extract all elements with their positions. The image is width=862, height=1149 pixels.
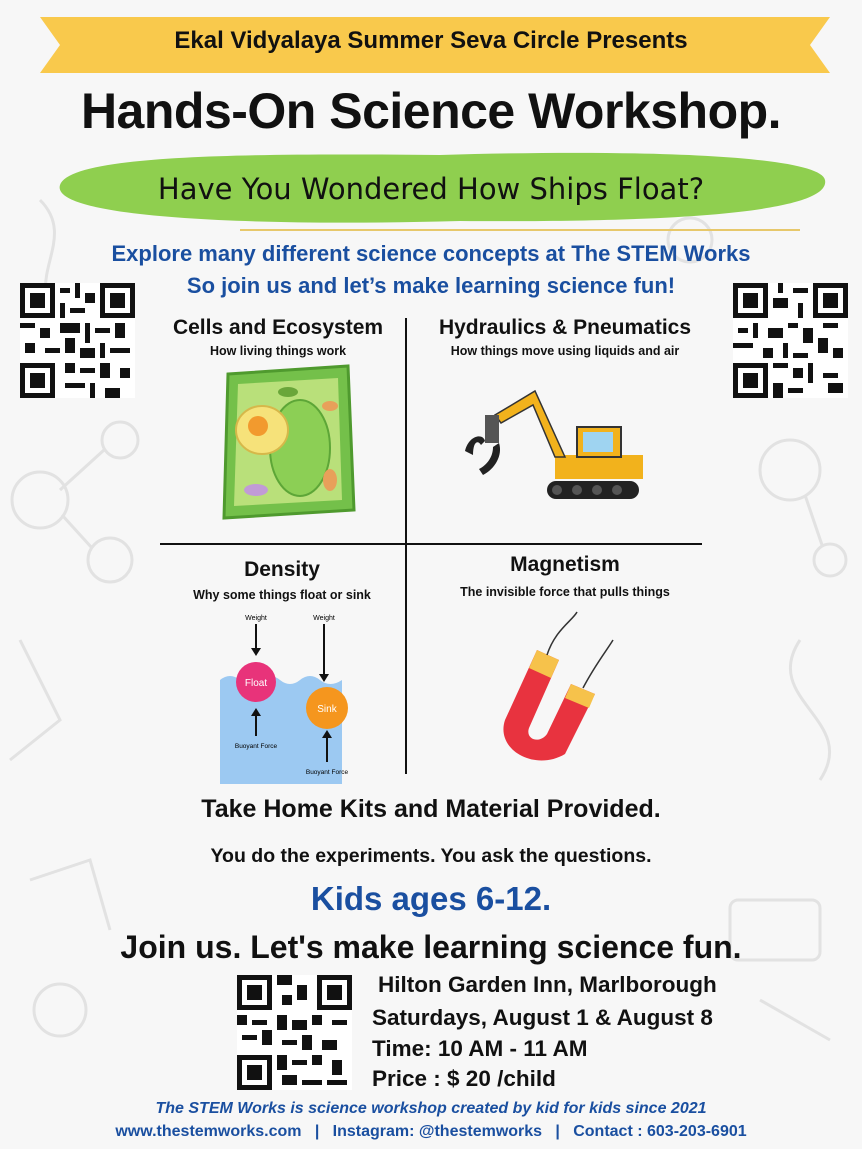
sink-label: Sink [317,704,337,715]
ages-text: Kids ages 6-12. [310,880,552,917]
excavator-icon [455,385,650,505]
intro-line-2: So join us and let’s make learning science fun! [186,273,676,298]
float-weight-label: Weight [245,615,267,622]
divider-horizontal [160,543,702,545]
event-price: Price : $ 20 /child [372,1066,556,1091]
topic-hydraulics [415,316,715,358]
float-buoyant-label: Buoyant Force [234,743,278,750]
intro-line-1: Explore many different science concepts at The STEM Works [111,241,751,266]
experiments-text: You do the experiments. You ask the questions. [210,845,652,867]
topic-hydraulics-subtitle: How things move using liquids and air [450,344,680,358]
sink-buoyant-label: Buoyant Force [305,769,349,776]
sink-weight-label: Weight [313,615,335,622]
density-diagram-icon [220,612,349,784]
topic-magnetism-title: Magnetism [510,553,620,576]
page-title: Hands-On Science Workshop. [80,83,782,139]
float-label: Float [244,678,268,689]
banner-text: Ekal Vidyalaya Summer Seva Circle Presents [174,27,688,54]
topic-magnetism-subtitle: The invisible force that pulls things [460,585,670,599]
event-dates: Saturdays, August 1 & August 8 [372,1005,713,1030]
footer-tagline: The STEM Works is science workshop created by kid for kids since 2021 [155,1100,707,1117]
qr-code-bottom[interactable] [237,975,352,1090]
topic-density-title: Density [244,558,320,581]
topic-density-subtitle: Why some things float or sink [193,588,371,602]
topic-cells-title: Cells and Ecosystem [172,316,384,339]
horseshoe-magnet-icon [485,610,620,765]
divider-vertical [405,318,407,774]
footer-links[interactable]: www.thestemworks.com | Instagram: @thestemworks | Contact : 603-203-6901 [115,1123,747,1140]
topic-density [160,558,404,602]
event-time: Time: 10 AM - 11 AM [372,1036,588,1061]
join-text: Join us. Let's make learning science fun. [120,929,742,965]
plant-cell-icon [218,362,358,522]
event-venue: Hilton Garden Inn, Marlborough [378,972,717,997]
topic-cells-subtitle: How living things work [209,344,347,358]
qr-code-right[interactable] [733,283,848,398]
kits-text: Take Home Kits and Material Provided. [201,795,661,823]
topic-magnetism [415,553,715,599]
qr-code-left[interactable] [20,283,135,398]
tagline-text: Have You Wondered How Ships Float? [157,172,705,206]
topic-cells [160,316,396,358]
topic-hydraulics-title: Hydraulics & Pneumatics [438,316,692,339]
